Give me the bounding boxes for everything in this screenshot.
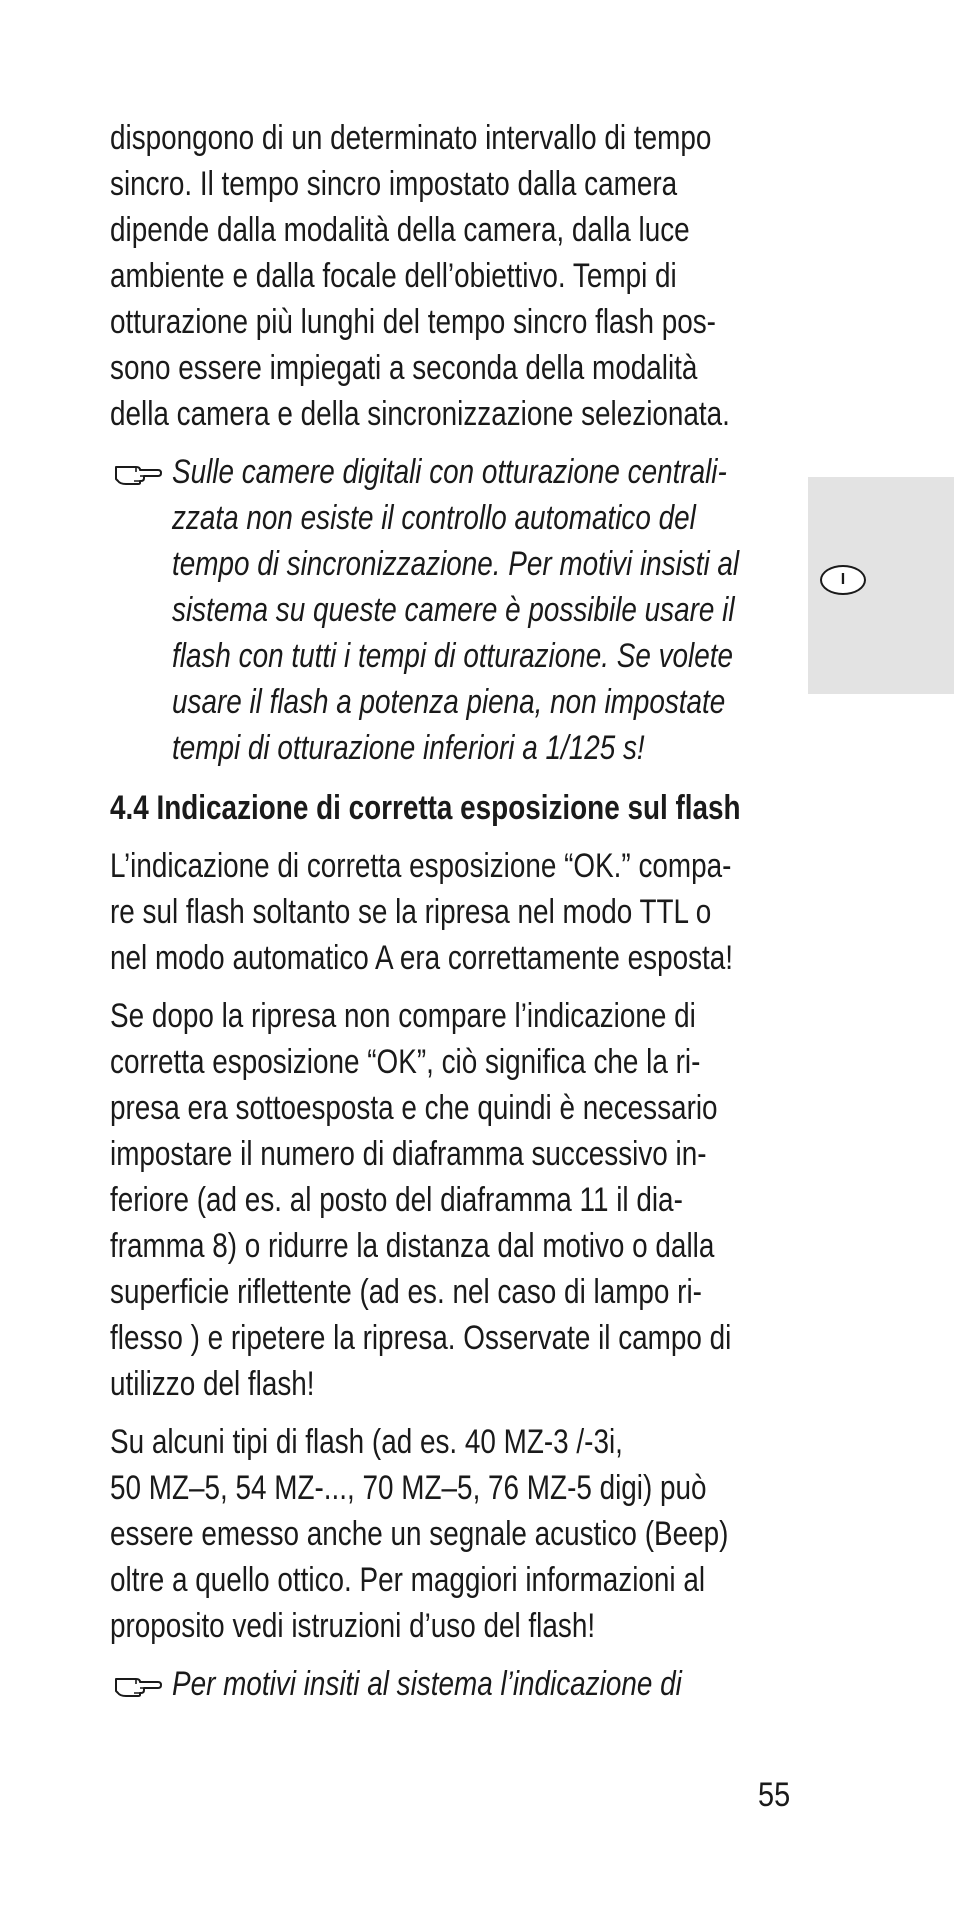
page-content xyxy=(110,115,810,1719)
heading-text: 4.4 Indicazione di corretta esposizione sul flash xyxy=(110,789,741,827)
text-line: presa era sottoesposta e che quindi è necessario xyxy=(110,1089,718,1127)
note-line: tempi di otturazione inferiori a 1/125 s! xyxy=(172,729,645,767)
note-line: Per motivi insiti al sistema l’indicazione di xyxy=(172,1665,682,1703)
note-line: usare il flash a potenza piena, non impostate xyxy=(172,683,726,721)
note-digital-cameras xyxy=(110,449,810,771)
text-line: superficie riflettente (ad es. nel caso di lampo ri- xyxy=(110,1273,702,1311)
text-line: flesso ) e ripetere la ripresa. Osservate il campo di xyxy=(110,1319,732,1357)
text-line: dispongono di un determinato intervallo di tempo xyxy=(110,119,712,157)
text-line: sono essere impiegati a seconda della modalità xyxy=(110,349,698,387)
text-line: ambiente e dalla focale dell’obiettivo. Tempi di xyxy=(110,257,677,295)
text-line: feriore (ad es. al posto del diaframma 11 il dia- xyxy=(110,1181,683,1219)
page-number: 55 xyxy=(758,1776,791,1814)
section-heading xyxy=(110,785,810,831)
text-line: dipende dalla modalità della camera, dalla luce xyxy=(110,211,690,249)
text-line: re sul flash soltanto se la ripresa nel modo TTL o xyxy=(110,893,712,931)
text-line: impostare il numero di diaframma successivo in- xyxy=(110,1135,707,1173)
text-line: nel modo automatico A era correttamente esposta! xyxy=(110,939,734,977)
note-line: Sulle camere digitali con otturazione centrali- xyxy=(172,453,727,491)
text-line: otturazione più lunghi del tempo sincro flash pos- xyxy=(110,303,716,341)
exposure-paragraph xyxy=(110,843,810,981)
language-badge: I xyxy=(820,565,866,595)
language-side-tab xyxy=(808,477,954,694)
text-line: 50 MZ–5, 54 MZ-..., 70 MZ–5, 76 MZ-5 digi) può xyxy=(110,1469,707,1507)
text-line: della camera e della sincronizzazione selezionata. xyxy=(110,395,730,433)
text-line: Su alcuni tipi di flash (ad es. 40 MZ-3 /-3i, xyxy=(110,1423,623,1461)
pointing-hand-icon xyxy=(114,449,164,495)
note-line: flash con tutti i tempi di otturazione. Se volete xyxy=(172,637,734,675)
text-line: utilizzo del flash! xyxy=(110,1365,315,1403)
underexposure-paragraph xyxy=(110,993,810,1407)
text-line: essere emesso anche un segnale acustico (Beep) xyxy=(110,1515,729,1553)
text-line: oltre a quello ottico. Per maggiori informazioni al xyxy=(110,1561,706,1599)
note-line: tempo di sincronizzazione. Per motivi insisti al xyxy=(172,545,740,583)
text-line: proposito vedi istruzioni d’uso del flash! xyxy=(110,1607,596,1645)
text-line: sincro. Il tempo sincro impostato dalla camera xyxy=(110,165,678,203)
intro-paragraph xyxy=(110,115,810,437)
text-line: corretta esposizione “OK”, ciò significa che la ri- xyxy=(110,1043,701,1081)
note-line: sistema su queste camere è possibile usare il xyxy=(172,591,735,629)
text-line: L’indicazione di corretta esposizione “OK.” compa- xyxy=(110,847,732,885)
text-line: framma 8) o ridurre la distanza dal motivo o dalla xyxy=(110,1227,715,1265)
text-line: Se dopo la ripresa non compare l’indicazione di xyxy=(110,997,696,1035)
beep-paragraph xyxy=(110,1419,810,1649)
note-line: zzata non esiste il controllo automatico del xyxy=(172,499,696,537)
pointing-hand-icon xyxy=(114,1661,164,1707)
note-system-indication xyxy=(110,1661,810,1707)
